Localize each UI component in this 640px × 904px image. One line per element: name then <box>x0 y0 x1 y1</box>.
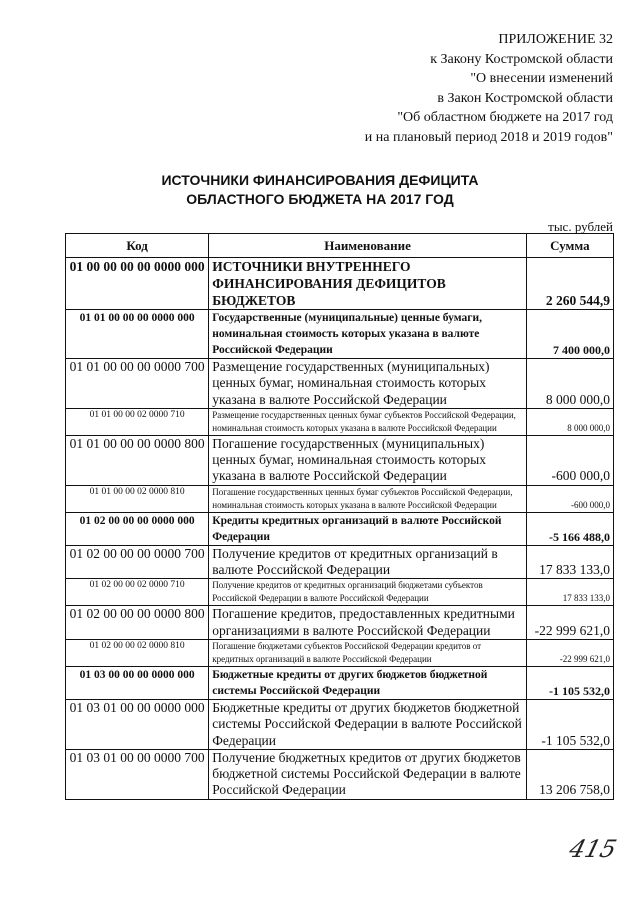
cell-name: ИСТОЧНИКИ ВНУТРЕННЕГО ФИНАНСИРОВАНИЯ ДЕФИЦИТОВ БЮДЖЕТОВ <box>209 258 527 310</box>
title-line: ИСТОЧНИКИ ФИНАНСИРОВАНИЯ ДЕФИЦИТА <box>161 172 479 188</box>
table-row <box>66 699 614 749</box>
handwritten-page-number: 415 <box>566 835 620 863</box>
cell-name: Бюджетные кредиты от других бюджетов бюджетной системы Российской Федерации <box>209 666 527 699</box>
cell-name: Погашение бюджетами субъектов Российской Федерации кредитов от кредитных организаций в валюте Российской Федерации <box>209 639 527 666</box>
cell-code: 01 01 00 00 00 0000 700 <box>66 359 209 409</box>
cell-code: 01 01 00 00 02 0000 710 <box>66 408 209 435</box>
cell-code: 01 02 00 00 02 0000 810 <box>66 639 209 666</box>
title-line: ОБЛАСТНОГО БЮДЖЕТА НА 2017 ГОД <box>186 191 454 207</box>
header-sum: Сумма <box>526 234 613 258</box>
cell-name: Получение кредитов от кредитных организаций в валюте Российской Федерации <box>209 545 527 579</box>
appendix-line: ПРИЛОЖЕНИЕ 32 <box>498 32 613 47</box>
cell-sum: -5 166 488,0 <box>526 512 613 545</box>
appendix-line: "О внесении изменений <box>470 71 613 87</box>
table-row <box>66 435 614 485</box>
table-row <box>66 485 614 512</box>
appendix-line: и на плановый период 2018 и 2019 годов" <box>364 129 613 145</box>
cell-sum: -1 105 532,0 <box>526 699 613 749</box>
table-row <box>66 310 614 359</box>
table-row <box>66 749 614 799</box>
cell-code: 01 01 00 00 00 0000 000 <box>66 310 209 359</box>
cell-code: 01 01 00 00 00 0000 800 <box>66 435 209 485</box>
cell-name: Размещение государственных (муниципальных) ценных бумаг, номинальная стоимость которых указана в валюте Российской Федерации <box>209 359 527 409</box>
table-row <box>66 579 614 606</box>
cell-code: 01 00 00 00 00 0000 000 <box>66 258 209 310</box>
table-row <box>66 666 614 699</box>
cell-name: Государственные (муниципальные) ценные бумаги, номинальная стоимость которых указана в валюте Российской Федерации <box>209 310 527 359</box>
cell-name: Получение кредитов от кредитных организаций бюджетами субъектов Российской Федерации в валюте Российской Федерации <box>209 579 527 606</box>
document-title <box>0 171 640 209</box>
table-header-row <box>66 234 614 258</box>
cell-name: Бюджетные кредиты от других бюджетов бюджетной системы Российской Федерации в валюте Российской Федерации <box>209 699 527 749</box>
cell-name: Погашение государственных ценных бумаг субъектов Российской Федерации, номинальная стоимость которых указана в валюте Российской Федерации <box>209 485 527 512</box>
cell-code: 01 03 01 00 00 0000 700 <box>66 749 209 799</box>
cell-name: Размещение государственных ценных бумаг субъектов Российской Федерации, номинальная стоимость которых указана в валюте Российской Федерации <box>209 408 527 435</box>
table-row <box>66 545 614 579</box>
units-label: тыс. рублей <box>548 219 613 234</box>
financing-sources-table <box>65 233 614 800</box>
cell-sum: 17 833 133,0 <box>526 579 613 606</box>
cell-sum: -1 105 532,0 <box>526 666 613 699</box>
table-row <box>66 359 614 409</box>
cell-sum: -600 000,0 <box>526 485 613 512</box>
cell-sum: -22 999 621,0 <box>526 606 613 640</box>
cell-name: Получение бюджетных кредитов от других бюджетов бюджетной системы Российской Федерации в валюте Российской Федерации <box>209 749 527 799</box>
appendix-line: в Закон Костромской области <box>437 90 613 106</box>
cell-name: Погашение кредитов, предоставленных кредитными организациями в валюте Российской Федерации <box>209 606 527 640</box>
header-code: Код <box>66 234 209 258</box>
appendix-header <box>365 30 613 148</box>
cell-sum: 2 260 544,9 <box>526 258 613 310</box>
cell-code: 01 02 00 00 00 0000 000 <box>66 512 209 545</box>
table-row <box>66 408 614 435</box>
table-row <box>66 258 614 310</box>
cell-code: 01 02 00 00 00 0000 800 <box>66 606 209 640</box>
header-name: Наименование <box>209 234 527 258</box>
cell-sum: 8 000 000,0 <box>526 408 613 435</box>
cell-sum: 7 400 000,0 <box>526 310 613 359</box>
cell-sum: 13 206 758,0 <box>526 749 613 799</box>
cell-code: 01 01 00 00 02 0000 810 <box>66 485 209 512</box>
cell-code: 01 03 01 00 00 0000 000 <box>66 699 209 749</box>
cell-name: Погашение государственных (муниципальных) ценных бумаг, номинальная стоимость которых указана в валюте Российской Федерации <box>209 435 527 485</box>
cell-sum: -22 999 621,0 <box>526 639 613 666</box>
cell-sum: 8 000 000,0 <box>526 359 613 409</box>
cell-code: 01 03 00 00 00 0000 000 <box>66 666 209 699</box>
cell-name: Кредиты кредитных организаций в валюте Российской Федерации <box>209 512 527 545</box>
cell-sum: -600 000,0 <box>526 435 613 485</box>
appendix-line: к Закону Костромской области <box>430 51 613 67</box>
table-row <box>66 606 614 640</box>
cell-sum: 17 833 133,0 <box>526 545 613 579</box>
appendix-line: "Об областном бюджете на 2017 год <box>397 110 613 126</box>
cell-code: 01 02 00 00 02 0000 710 <box>66 579 209 606</box>
table-row <box>66 512 614 545</box>
cell-code: 01 02 00 00 00 0000 700 <box>66 545 209 579</box>
table-row <box>66 639 614 666</box>
